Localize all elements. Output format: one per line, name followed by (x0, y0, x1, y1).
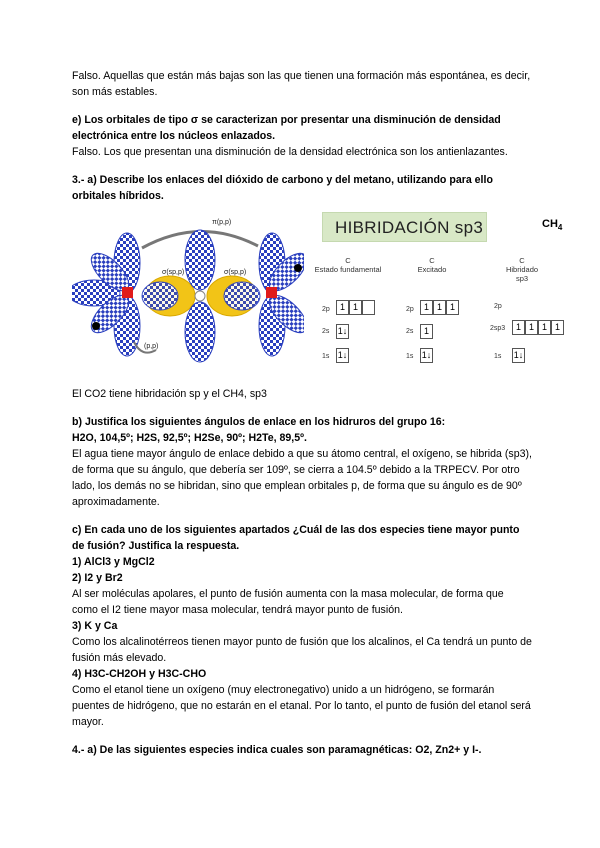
q3b-question-line2: H2O, 104,5º; H2S, 92,5º; H2Se, 90º; H2Te, 89,5º. (72, 432, 307, 444)
ground-2s-label: 2s (322, 328, 330, 335)
hybridization-banner: HIBRIDACIÓN sp3 (322, 212, 487, 242)
hybrid-sp3-box1: 1 (512, 320, 525, 335)
excited-2p-label: 2p (406, 306, 414, 313)
hybrid-sp3-box3: 1 (538, 320, 551, 335)
lone-pair-left (92, 322, 100, 330)
state-excited: C Excitado (417, 256, 447, 274)
q3c-item3-answer: Como los alcalinotérreos tienen mayor punto de fusión que los alcalinos, el Ca tendrá un punto de fusión más elevado. (72, 636, 532, 664)
c-nucleus (195, 291, 205, 301)
hybrid-2sp3-label: 2sp3 (490, 325, 506, 332)
overlap-lobe-right (224, 282, 260, 310)
sec-e-question: e) Los orbitales de tipo σ se caracterizan por presentar una disminución de densidad electrónica entre los núcleos enlazados. (72, 114, 501, 142)
hybridization-figure (72, 208, 563, 386)
hybrid-sp3-box2: 1 (525, 320, 538, 335)
hybrid-sp3-box4: 1 (551, 320, 564, 335)
pi-bottom-label: (p,p) (144, 343, 159, 350)
sec-e-answer: Falso. Los que presentan una disminución de la densidad electrónica son los antienlazantes. (72, 146, 508, 158)
q3c-item1-title: 1) AlCl3 y MgCl2 (72, 556, 155, 568)
q3a-answer: El CO2 tiene hibridación sp y el CH4, sp3 (72, 388, 267, 400)
q3c-item4-title: 4) H3C-CH2OH y H3C-CHO (72, 668, 207, 680)
sigma-right-label: σ(sp,p) (224, 269, 247, 276)
left-o-nucleus (122, 287, 133, 298)
q3c-item2-answer: Al ser moléculas apolares, el punto de fusión aumenta con la masa molecular, de forma que como el I2 tiene mayor masa molecular, tendrá mayor punto de fusión. (72, 588, 504, 616)
ground-2p-box2: 1 (349, 300, 362, 315)
q3b-answer: El agua tiene mayor ángulo de enlace debido a que su átomo central, el oxígeno, se hibrida (sp3), de forma que su ángulo, que debería ser 109º, se cierra a 104.5º debido a la TRPECV. Por otro lado, los demás no se hibridan, sino que emplean orbitales p, de forma que su ángulo es de 90º aproximadamente. (72, 448, 532, 508)
c-p-lobe-bottom (185, 302, 215, 362)
pi-label: π(p,p) (212, 219, 232, 226)
excited-2p-box3: 1 (446, 300, 459, 315)
ground-1s-box: 1↓ (336, 348, 349, 363)
q3c-question: c) En cada uno de los siguientes apartados ¿Cuál de las dos especies tiene mayor punto de fusión? Justifica la respuesta. (72, 524, 520, 552)
overlap-lobe-left (142, 282, 178, 310)
document-page (72, 68, 563, 758)
q3c-item3-title: 3) K y Ca (72, 620, 118, 632)
co2-orbital-diagram (72, 208, 304, 386)
q3c-item2-title: 2) I2 y Br2 (72, 572, 123, 584)
q3b-question-line1: b) Justifica los siguientes ángulos de enlace en los hidruros del grupo 16: (72, 416, 446, 428)
excited-2s-box: 1 (420, 324, 433, 339)
lone-pair-right (294, 264, 302, 272)
ground-2p-label: 2p (322, 306, 330, 313)
ground-2p-box1: 1 (336, 300, 349, 315)
ground-2p-box3 (362, 300, 375, 315)
ground-2s-box: 1↓ (336, 324, 349, 339)
q3c-item4-answer: Como el etanol tiene un oxígeno (muy electronegativo) unido a un hidrógeno, se formarán puentes de hidrógeno, que no estarán en el etanal. Por lo tanto, el punto de fusión del etanol será mayor. (72, 684, 531, 728)
excited-2s-label: 2s (406, 328, 414, 335)
c-p-lobe-top (185, 230, 215, 290)
ground-1s-label: 1s (322, 353, 330, 360)
sec1-answer: Falso. Aquellas que están más bajas son las que tienen una formación más espontánea, es decir, son más estables. (72, 70, 531, 98)
ch4-label: $CH_4$ (542, 218, 563, 233)
hybrid-1s-box: 1↓ (512, 348, 525, 363)
excited-2p-box2: 1 (433, 300, 446, 315)
hybrid-1s-label: 1s (494, 353, 502, 360)
q4-question: 4.- a) De las siguientes especies indica cuales son paramagnéticas: O2, Zn2+ y I-. (72, 744, 482, 756)
hybrid-2p-label: 2p (494, 303, 502, 310)
excited-2p-box1: 1 (420, 300, 433, 315)
state-ground: C Estado fundamental (314, 256, 382, 274)
state-hybrid: C Hibridado sp3 (505, 256, 539, 283)
excited-1s-box: 1↓ (420, 348, 433, 363)
q3a-question: 3.- a) Describe los enlaces del dióxido de carbono y del metano, utilizando para ello orbitales híbridos. (72, 174, 493, 202)
sigma-left-label: σ(sp,p) (162, 269, 185, 276)
excited-1s-label: 1s (406, 353, 414, 360)
right-o-nucleus (266, 287, 277, 298)
